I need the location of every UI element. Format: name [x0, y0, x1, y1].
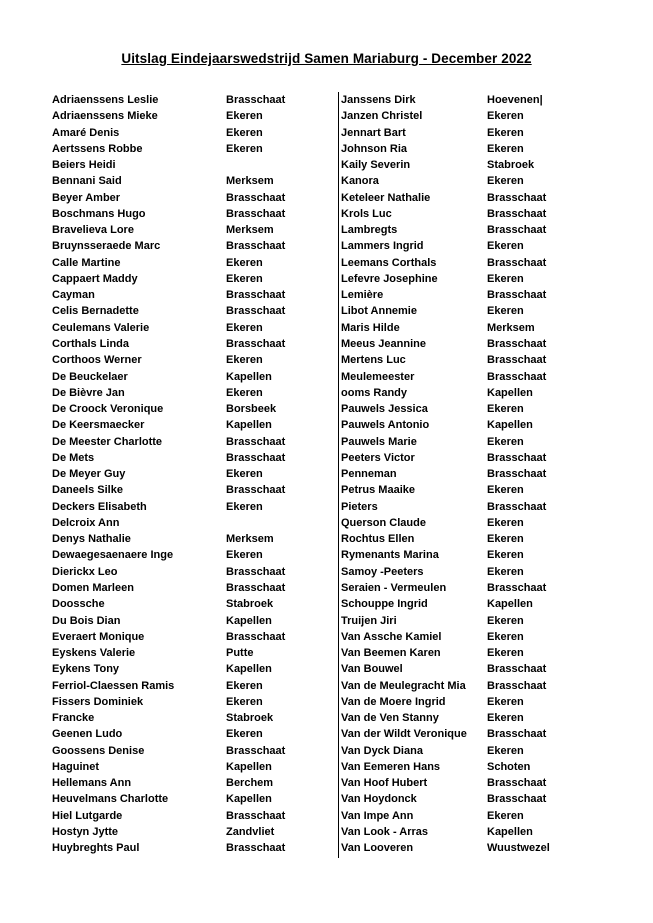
participant-name: Huybreghts Paul: [52, 842, 140, 855]
list-item: [341, 271, 631, 287]
participant-place: Brasschaat: [226, 581, 286, 594]
participant-name: Van Hoydonck: [341, 793, 417, 806]
participant-name: Celis Bernadette: [52, 305, 139, 318]
list-item: [52, 531, 332, 547]
participant-place: Ekeren: [487, 516, 524, 529]
list-item: [52, 287, 332, 303]
list-item: [341, 222, 631, 238]
participant-place: Brasschaat: [487, 370, 547, 383]
list-item: [52, 710, 332, 726]
participant-place: Ekeren: [226, 142, 263, 155]
list-item: [341, 743, 631, 759]
participant-place: Ekeren: [487, 435, 524, 448]
participant-name: Libot Annemie: [341, 305, 417, 318]
list-item: [52, 613, 332, 629]
participant-name: Heuvelmans Charlotte: [52, 793, 169, 806]
list-item: [341, 287, 631, 303]
list-item: [52, 108, 332, 124]
list-item: [341, 645, 631, 661]
participant-name: Corthals Linda: [52, 337, 130, 350]
participant-name: Ferriol-Claessen Ramis: [52, 679, 175, 692]
list-item: [52, 92, 332, 108]
list-item: [52, 661, 332, 677]
list-item: [341, 580, 631, 596]
participant-place: Kapellen: [226, 793, 272, 806]
participant-name: Penneman: [341, 468, 397, 481]
participant-place: Brasschaat: [487, 777, 547, 790]
participant-place: Putte: [226, 647, 254, 660]
participant-place: Brasschaat: [226, 94, 286, 106]
participant-name: Lammers Ingrid: [341, 240, 424, 253]
participant-place: Kapellen: [226, 614, 272, 627]
list-item: [52, 759, 332, 775]
participant-name: Du Bois Dian: [52, 614, 121, 627]
participant-place: Ekeren: [226, 354, 263, 367]
list-item: [341, 206, 631, 222]
participant-place: Kapellen: [226, 760, 272, 773]
participant-name: Haguinet: [52, 760, 100, 773]
participant-place: Ekeren: [226, 256, 263, 269]
list-item: [341, 726, 631, 742]
participant-place: Ekeren: [226, 500, 263, 513]
participant-name: Deckers Elisabeth: [52, 500, 147, 513]
participant-name: Dierickx Leo: [52, 565, 118, 578]
participant-place: Ekeren: [226, 695, 263, 708]
list-item: [341, 303, 631, 319]
participant-name: Pauwels Marie: [341, 435, 417, 448]
participant-place: Ekeren: [226, 728, 263, 741]
list-item: [52, 775, 332, 791]
participant-place: Ekeren: [487, 549, 524, 562]
participant-name: Geenen Ludo: [52, 728, 123, 741]
participant-name: Jennart Bart: [341, 126, 406, 139]
participant-place: Ekeren: [226, 126, 263, 139]
participant-place: Merksem: [226, 224, 274, 237]
list-item: [52, 678, 332, 694]
participant-place: Ekeren: [226, 679, 263, 692]
participant-place: Brasschaat: [487, 224, 547, 237]
participant-name: Boschmans Hugo: [52, 207, 146, 220]
participant-name: Bruynsseraede Marc: [52, 240, 161, 253]
participant-name: Calle Martine: [52, 256, 121, 269]
participant-name: Van Eemeren Hans: [341, 760, 441, 773]
list-item: [341, 482, 631, 498]
participant-place: Ekeren: [487, 126, 524, 139]
participant-name: Van Impe Ann: [341, 809, 414, 822]
participant-place: Ekeren: [487, 142, 524, 155]
participant-name: Van Hoof Hubert: [341, 777, 428, 790]
participant-place: Brasschaat: [487, 679, 547, 692]
participant-place: Brasschaat: [226, 240, 286, 253]
participant-place: Ekeren: [487, 272, 524, 285]
participant-place: Ekeren: [487, 175, 524, 188]
participant-name: Beyer Amber: [52, 191, 121, 204]
participant-place: Kapellen: [226, 663, 272, 676]
participant-name: Hiel Lutgarde: [52, 809, 123, 822]
participant-name: Johnson Ria: [341, 142, 408, 155]
participant-name: Van de Ven Stanny: [341, 712, 439, 725]
participant-place: Kapellen: [487, 598, 533, 611]
list-item: [341, 92, 631, 108]
list-item: [52, 320, 332, 336]
participant-place: Hoevenen|: [487, 94, 543, 106]
participant-place: Brasschaat: [487, 207, 547, 220]
list-item: [52, 434, 332, 450]
list-item: [341, 352, 631, 368]
list-item: [341, 141, 631, 157]
participant-name: Bennani Said: [52, 175, 122, 188]
participant-name: Rochtus Ellen: [341, 533, 415, 546]
participant-name: Everaert Monique: [52, 630, 145, 643]
list-item: [341, 125, 631, 141]
list-item: [52, 840, 332, 856]
participant-name: Petrus Maaike: [341, 484, 415, 497]
participant-name: Van de Moere Ingrid: [341, 695, 446, 708]
participant-name: De Croock Veronique: [52, 403, 164, 416]
participant-name: Van Look - Arras: [341, 825, 429, 838]
list-item: [341, 466, 631, 482]
left-column: [52, 92, 332, 856]
participant-place: Brasschaat: [226, 744, 286, 757]
participant-name: Goossens Denise: [52, 744, 145, 757]
participant-name: Cappaert Maddy: [52, 272, 138, 285]
participant-place: Ekeren: [487, 630, 524, 643]
participant-place: Borsbeek: [226, 403, 277, 416]
participant-place: Ekeren: [226, 272, 263, 285]
list-item: [52, 206, 332, 222]
participant-name: Pauwels Antonio: [341, 419, 430, 432]
list-item: [341, 157, 631, 173]
participant-place: Brasschaat: [487, 451, 547, 464]
participant-place: Ekeren: [487, 712, 524, 725]
participant-place: Brasschaat: [226, 337, 286, 350]
list-item: [52, 450, 332, 466]
participant-place: Ekeren: [487, 110, 524, 123]
participant-name: Ceulemans Valerie: [52, 321, 150, 334]
participant-place: Ekeren: [226, 321, 263, 334]
participant-name: Leemans Corthals: [341, 256, 437, 269]
list-item: [52, 743, 332, 759]
participant-name: Doossche: [52, 598, 105, 611]
list-item: [52, 271, 332, 287]
participant-place: Schoten: [487, 760, 531, 773]
participant-name: Van de Meulegracht Mia: [341, 679, 466, 692]
participant-place: Ekeren: [226, 386, 263, 399]
participant-place: Stabroek: [226, 598, 274, 611]
list-item: [52, 417, 332, 433]
participant-name: De Meester Charlotte: [52, 435, 163, 448]
participant-place: Brasschaat: [487, 256, 547, 269]
list-item: [341, 629, 631, 645]
participant-name: Seraien - Vermeulen: [341, 581, 447, 594]
list-item: [341, 401, 631, 417]
participant-name: Adriaenssens Leslie: [52, 94, 159, 106]
participant-name: Daneels Silke: [52, 484, 123, 497]
list-item: [341, 710, 631, 726]
right-column: [341, 92, 631, 856]
page-title: Uitslag Eindejaarswedstrijd Samen Mariaburg - December 2022: [121, 51, 532, 66]
participant-name: Samoy -Peeters: [341, 565, 424, 578]
list-item: [341, 173, 631, 189]
participant-place: Stabroek: [226, 712, 274, 725]
participant-place: Merksem: [226, 533, 274, 546]
participant-name: Keteleer Nathalie: [341, 191, 431, 204]
list-item: [52, 385, 332, 401]
list-item: [52, 141, 332, 157]
list-item: [52, 515, 332, 531]
list-item: [341, 840, 631, 856]
participant-place: Ekeren: [487, 809, 524, 822]
participant-place: Ekeren: [487, 695, 524, 708]
column-divider: [338, 92, 339, 858]
participant-place: Brasschaat: [226, 484, 286, 497]
list-item: [52, 726, 332, 742]
list-item: [341, 499, 631, 515]
participant-name: Pieters: [341, 500, 378, 513]
participant-place: Brasschaat: [487, 337, 547, 350]
list-item: [341, 515, 631, 531]
participant-place: Brasschaat: [226, 435, 286, 448]
participant-place: Kapellen: [487, 419, 533, 432]
list-item: [341, 564, 631, 580]
participant-place: Berchem: [226, 777, 274, 790]
list-item: [52, 580, 332, 596]
participant-name: Adriaenssens Mieke: [52, 110, 158, 123]
list-item: [341, 613, 631, 629]
participant-name: De Mets: [52, 451, 95, 464]
participant-place: Ekeren: [487, 240, 524, 253]
participant-place: Ekeren: [226, 549, 263, 562]
participant-name: Meeus Jeannine: [341, 337, 426, 350]
list-item: [341, 694, 631, 710]
participant-place: Brasschaat: [226, 565, 286, 578]
list-item: [52, 255, 332, 271]
participant-place: Ekeren: [487, 744, 524, 757]
participant-name: Maris Hilde: [341, 321, 400, 334]
list-item: [52, 401, 332, 417]
list-item: [52, 564, 332, 580]
participant-name: Rymenants Marina: [341, 549, 439, 562]
list-item: [52, 125, 332, 141]
list-item: [52, 808, 332, 824]
participant-place: Brasschaat: [226, 809, 286, 822]
participant-place: Brasschaat: [487, 289, 547, 302]
participant-place: Brasschaat: [487, 468, 547, 481]
participant-place: Brasschaat: [487, 663, 547, 676]
list-item: [341, 678, 631, 694]
participant-name: Eykens Tony: [52, 663, 120, 676]
participant-place: Brasschaat: [226, 451, 286, 464]
list-item: [52, 629, 332, 645]
participant-name: Van Dyck Diana: [341, 744, 423, 757]
participant-name: De Keersmaecker: [52, 419, 145, 432]
participant-place: Ekeren: [487, 484, 524, 497]
participant-name: Lemière: [341, 289, 384, 302]
participant-name: ooms Randy: [341, 386, 408, 399]
list-item: [341, 434, 631, 450]
list-item: [341, 547, 631, 563]
list-item: [52, 336, 332, 352]
participant-name: Pauwels Jessica: [341, 403, 428, 416]
list-item: [52, 482, 332, 498]
participant-name: Corthoos Werner: [52, 354, 142, 367]
participant-place: Ekeren: [226, 468, 263, 481]
participant-name: Bravelieva Lore: [52, 224, 134, 237]
participant-name: Janssens Dirk: [341, 94, 416, 106]
participant-place: Merksem: [487, 321, 535, 334]
participant-place: Brasschaat: [226, 842, 286, 855]
list-item: [341, 759, 631, 775]
participant-place: Brasschaat: [226, 630, 286, 643]
participant-name: Truijen Jiri: [341, 614, 397, 627]
list-item: [341, 369, 631, 385]
participant-place: Stabroek: [487, 159, 535, 172]
participant-place: Brasschaat: [487, 728, 547, 741]
list-item: [341, 336, 631, 352]
list-item: [341, 108, 631, 124]
list-item: [52, 190, 332, 206]
participant-place: Brasschaat: [487, 354, 547, 367]
participant-place: Kapellen: [226, 419, 272, 432]
participant-place: Ekeren: [487, 403, 524, 416]
participant-place: Ekeren: [226, 110, 263, 123]
participant-name: De Beuckelaer: [52, 370, 128, 383]
participant-name: Van Assche Kamiel: [341, 630, 442, 643]
participant-name: Fissers Dominiek: [52, 695, 144, 708]
participant-name: Cayman: [52, 289, 95, 302]
participant-name: Hellemans Ann: [52, 777, 132, 790]
participant-name: Kanora: [341, 175, 379, 188]
participant-name: Domen Marleen: [52, 581, 134, 594]
list-item: [341, 320, 631, 336]
list-item: [52, 694, 332, 710]
participant-name: Francke: [52, 712, 95, 725]
participant-name: Denys Nathalie: [52, 533, 131, 546]
list-item: [52, 173, 332, 189]
participant-name: Hostyn Jytte: [52, 825, 119, 838]
participant-name: Van Looveren: [341, 842, 414, 855]
participant-name: Van Bouwel: [341, 663, 403, 676]
list-item: [341, 824, 631, 840]
participant-name: Mertens Luc: [341, 354, 406, 367]
list-item: [341, 775, 631, 791]
list-item: [52, 352, 332, 368]
participant-place: Brasschaat: [226, 207, 286, 220]
participant-name: Janzen Christel: [341, 110, 423, 123]
list-item: [52, 369, 332, 385]
participant-place: Ekeren: [487, 647, 524, 660]
list-item: [341, 791, 631, 807]
participant-name: Lefevre Josephine: [341, 272, 438, 285]
participant-name: Van der Wildt Veronique: [341, 728, 467, 741]
participant-name: Peeters Victor: [341, 451, 415, 464]
list-item: [341, 255, 631, 271]
participant-name: Dewaegesaenaere Inge: [52, 549, 174, 562]
list-item: [52, 596, 332, 612]
list-item: [52, 222, 332, 238]
participant-place: Brasschaat: [226, 191, 286, 204]
list-item: [341, 417, 631, 433]
participant-place: Zandvliet: [226, 825, 275, 838]
list-item: [341, 238, 631, 254]
participant-place: Ekeren: [487, 533, 524, 546]
participant-name: De Bièvre Jan: [52, 386, 125, 399]
participant-name: Amaré Denis: [52, 126, 120, 139]
participant-name: Aertssens Robbe: [52, 142, 143, 155]
participant-place: Brasschaat: [487, 581, 547, 594]
participant-place: Ekeren: [487, 305, 524, 318]
participant-place: Brasschaat: [487, 191, 547, 204]
participant-name: Meulemeester: [341, 370, 415, 383]
list-item: [341, 531, 631, 547]
participant-place: Kapellen: [226, 370, 272, 383]
participant-place: Kapellen: [487, 825, 533, 838]
participant-name: Querson Claude: [341, 516, 426, 529]
participant-name: Kaily Severin: [341, 159, 411, 172]
participant-place: Brasschaat: [226, 289, 286, 302]
participant-name: Eyskens Valerie: [52, 647, 136, 660]
participant-place: Brasschaat: [487, 793, 547, 806]
participant-name: Krols Luc: [341, 207, 392, 220]
participant-name: Van Beemen Karen: [341, 647, 441, 660]
participant-name: Schouppe Ingrid: [341, 598, 428, 611]
participant-place: Brasschaat: [226, 305, 286, 318]
participant-name: Lambregts: [341, 224, 398, 237]
participant-place: Kapellen: [487, 386, 533, 399]
list-item: [52, 547, 332, 563]
list-item: [52, 303, 332, 319]
participant-name: De Meyer Guy: [52, 468, 126, 481]
list-item: [52, 157, 332, 173]
list-item: [341, 190, 631, 206]
list-item: [52, 645, 332, 661]
list-item: [341, 661, 631, 677]
participant-place: Merksem: [226, 175, 274, 188]
list-item: [341, 808, 631, 824]
participant-place: Wuustwezel: [487, 842, 550, 855]
list-item: [52, 791, 332, 807]
participant-name: Delcroix Ann: [52, 516, 120, 529]
participant-place: Brasschaat: [487, 500, 547, 513]
list-item: [52, 238, 332, 254]
list-item: [341, 450, 631, 466]
participant-place: Ekeren: [487, 614, 524, 627]
list-item: [52, 466, 332, 482]
participant-name: Beiers Heidi: [52, 159, 116, 172]
list-item: [52, 499, 332, 515]
list-item: [341, 596, 631, 612]
list-item: [52, 824, 332, 840]
list-item: [341, 385, 631, 401]
participant-place: Ekeren: [487, 565, 524, 578]
